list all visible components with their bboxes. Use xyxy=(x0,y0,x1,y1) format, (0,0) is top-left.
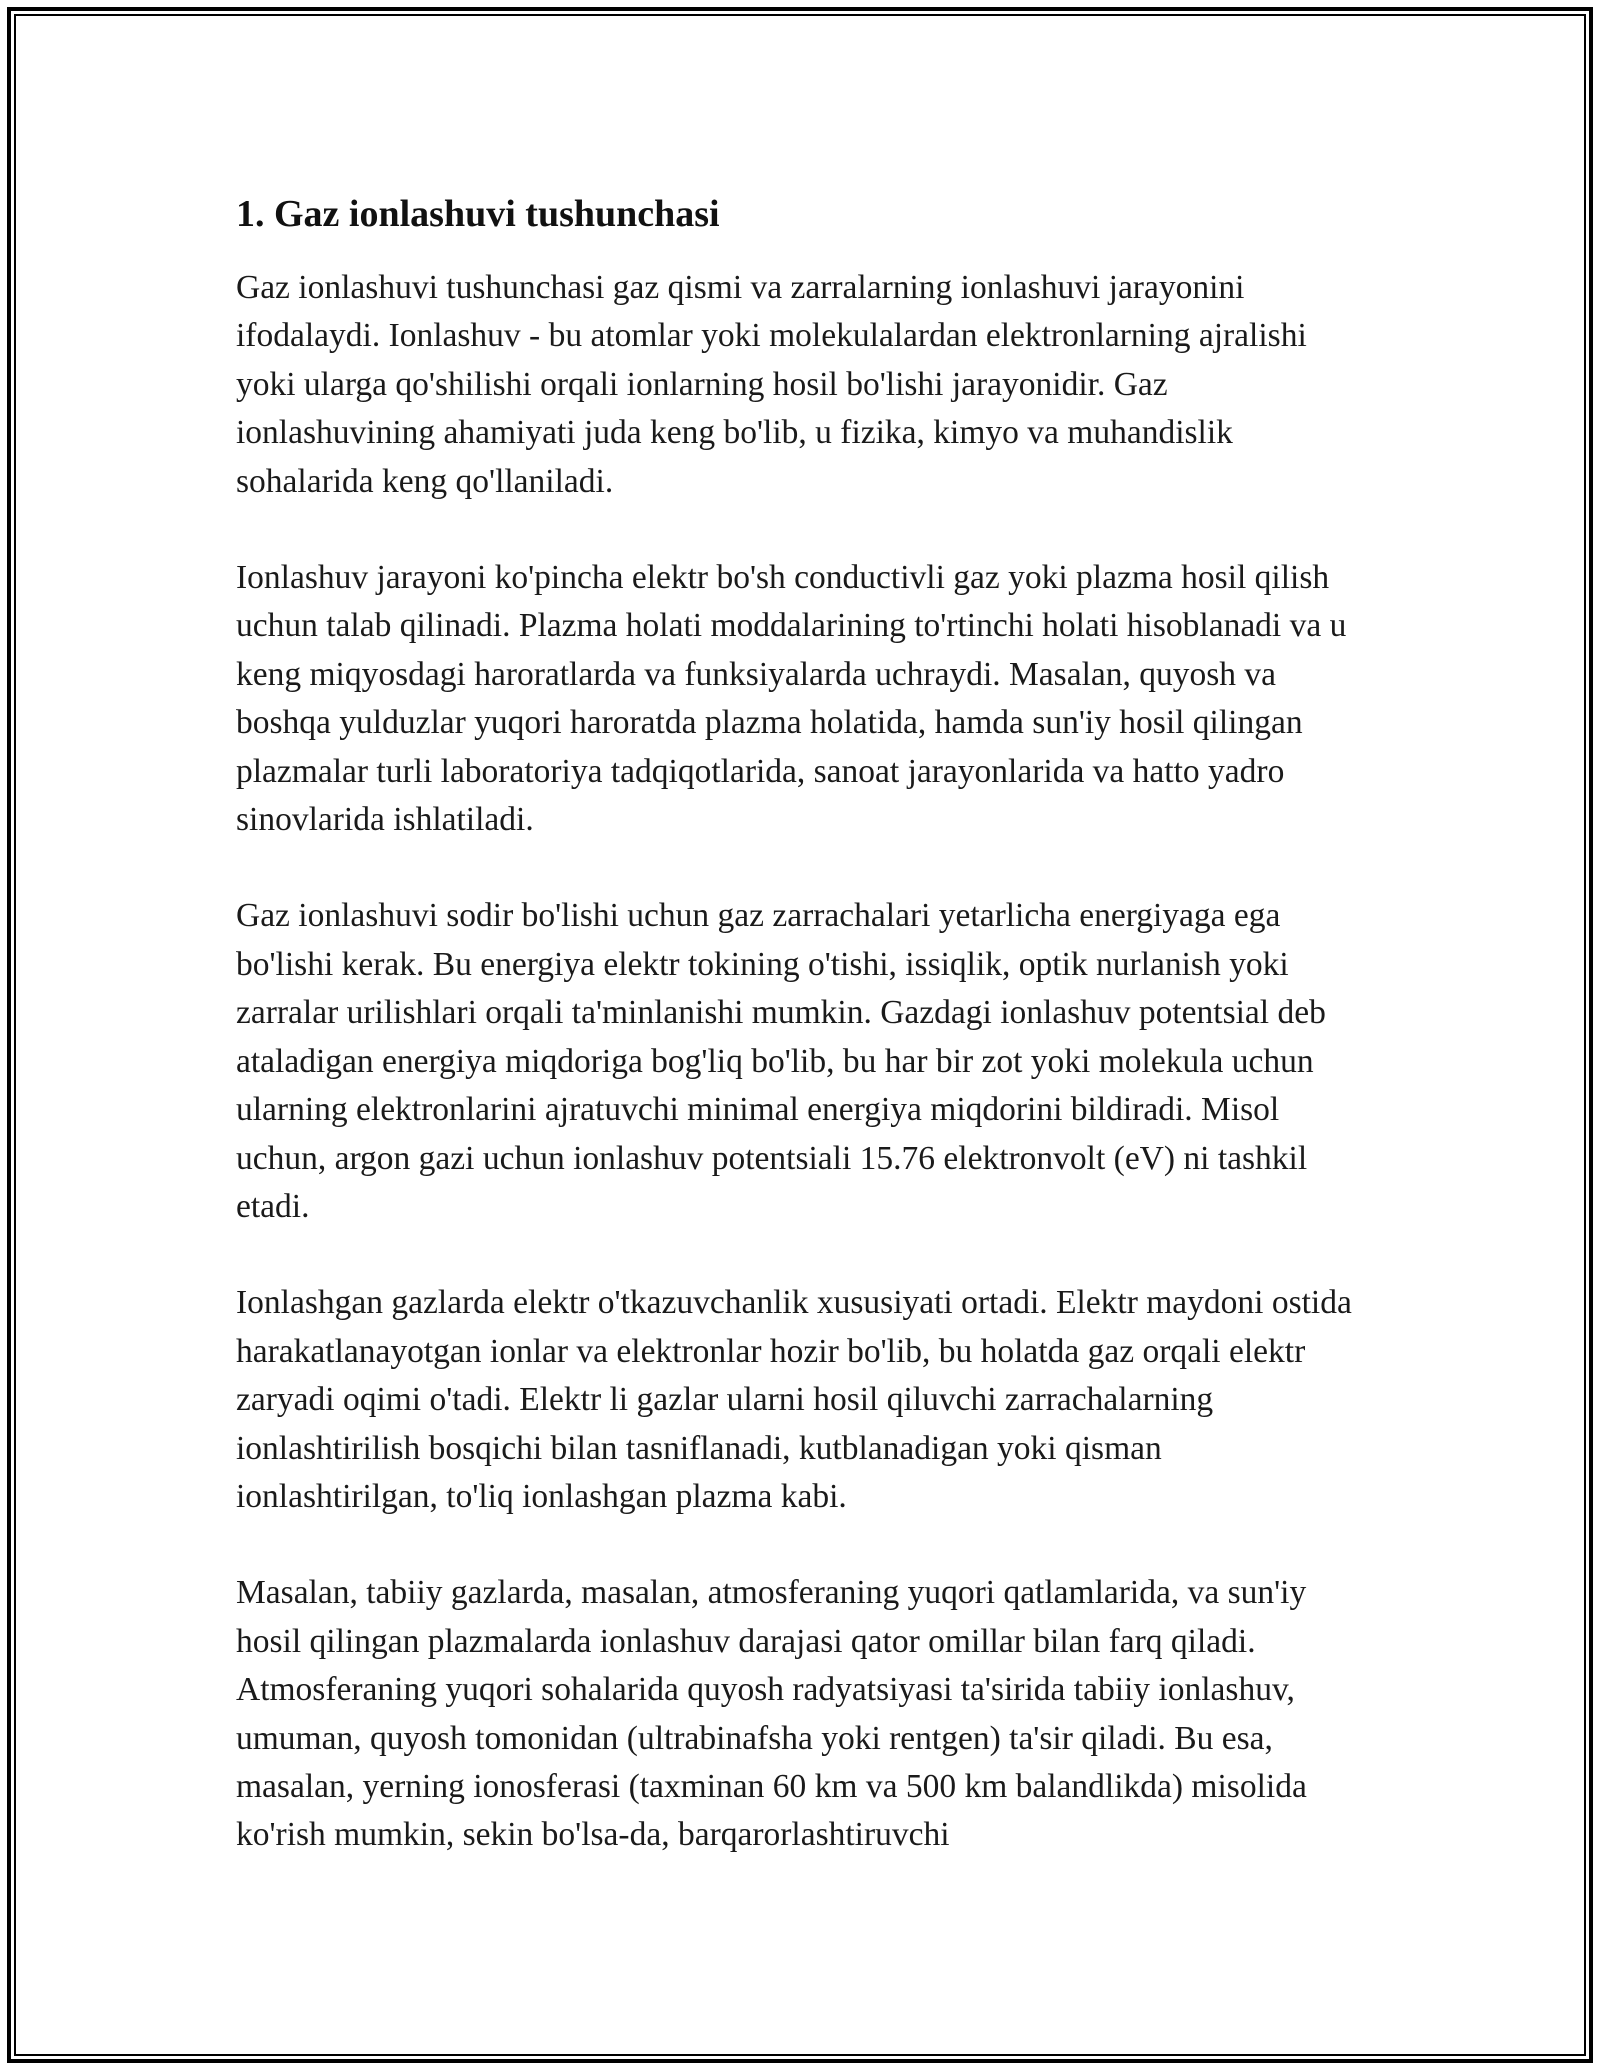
document-body xyxy=(236,188,1366,1908)
section-heading: 1. Gaz ionlashuvi tushunchasi xyxy=(236,193,720,235)
paragraph-1: Gaz ionlashuvi tushunchasi gaz qismi va zarralarning ionlashuvi jarayonini ifodalaydi. Ionlashuv - bu atomlar yoki molekulalardan elektronlarning ajralishi yoki ularga qo'shilishi orqali ionlarning hosil bo'lishi jarayonidir. Gaz ionlashuvining ahamiyati juda keng bo'lib, u fizika, kimyo va muhandislik sohalarida keng qo'llaniladi. xyxy=(236,269,1307,500)
paragraph-5: Masalan, tabiiy gazlarda, masalan, atmosferaning yuqori qatlamlarida, va sun'iy hosil qilingan plazmalarda ionlashuv darajasi qator omillar bilan farq qiladi. Atmosferaning yuqori sohalarida quyosh radyatsiyasi ta'sirida tabiiy ionlashuv, umuman, quyosh tomonidan (ultrabinafsha yoki rentgen) ta'sir qiladi. Bu esa, masalan, yerning ionosferasi (taxminan 60 km va 500 km balandlikda) misolida ko'rish mumkin, sekin bo'lsa-da, barqarorlashtiruvchi xyxy=(236,1574,1307,1854)
paragraph-3: Gaz ionlashuvi sodir bo'lishi uchun gaz zarrachalari yetarlicha energiyaga ega bo'lishi kerak. Bu energiya elektr tokining o'tishi, issiqlik, optik nurlanish yoki zarralar urilishlari orqali ta'minlanishi mumkin. Gazdagi ionlashuv potentsial deb ataladigan energiya miqdoriga bog'liq bo'lib, bu har bir zot yoki molekula uchun ularning elektronlarini ajratuvchi minimal energiya miqdorini bildiradi. Misol uchun, argon gazi uchun ionlashuv potentsiali 15.76 elektronvolt (eV) ni tashkil etadi. xyxy=(236,897,1326,1225)
paragraph-4: Ionlashgan gazlarda elektr o'tkazuvchanlik xususiyati ortadi. Elektr maydoni ostida harakatlanayotgan ionlar va elektronlar hozir bo'lib, bu holatda gaz orqali elektr zaryadi oqimi o'tadi. Elektr li gazlar ularni hosil qiluvchi zarrachalarning ionlashtirilish bosqichi bilan tasniflanadi, kutblanadigan yoki qisman ionlashtirilgan, to'liq ionlashgan plazma kabi. xyxy=(236,1284,1352,1515)
paragraph-2: Ionlashuv jarayoni ko'pincha elektr bo'sh conductivli gaz yoki plazma hosil qilish uchun talab qilinadi. Plazma holati moddalarining to'rtinchi holati hisoblanadi va u keng miqyosdagi haroratlarda va funksiyalarda uchraydi. Masalan, quyosh va boshqa yulduzlar yuqori haroratda plazma holatida, hamda sun'iy hosil qilingan plazmalar turli laboratoriya tadqiqotlarida, sanoat jarayonlarida va hatto yadro sinovlarida ishlatiladi. xyxy=(236,559,1347,839)
